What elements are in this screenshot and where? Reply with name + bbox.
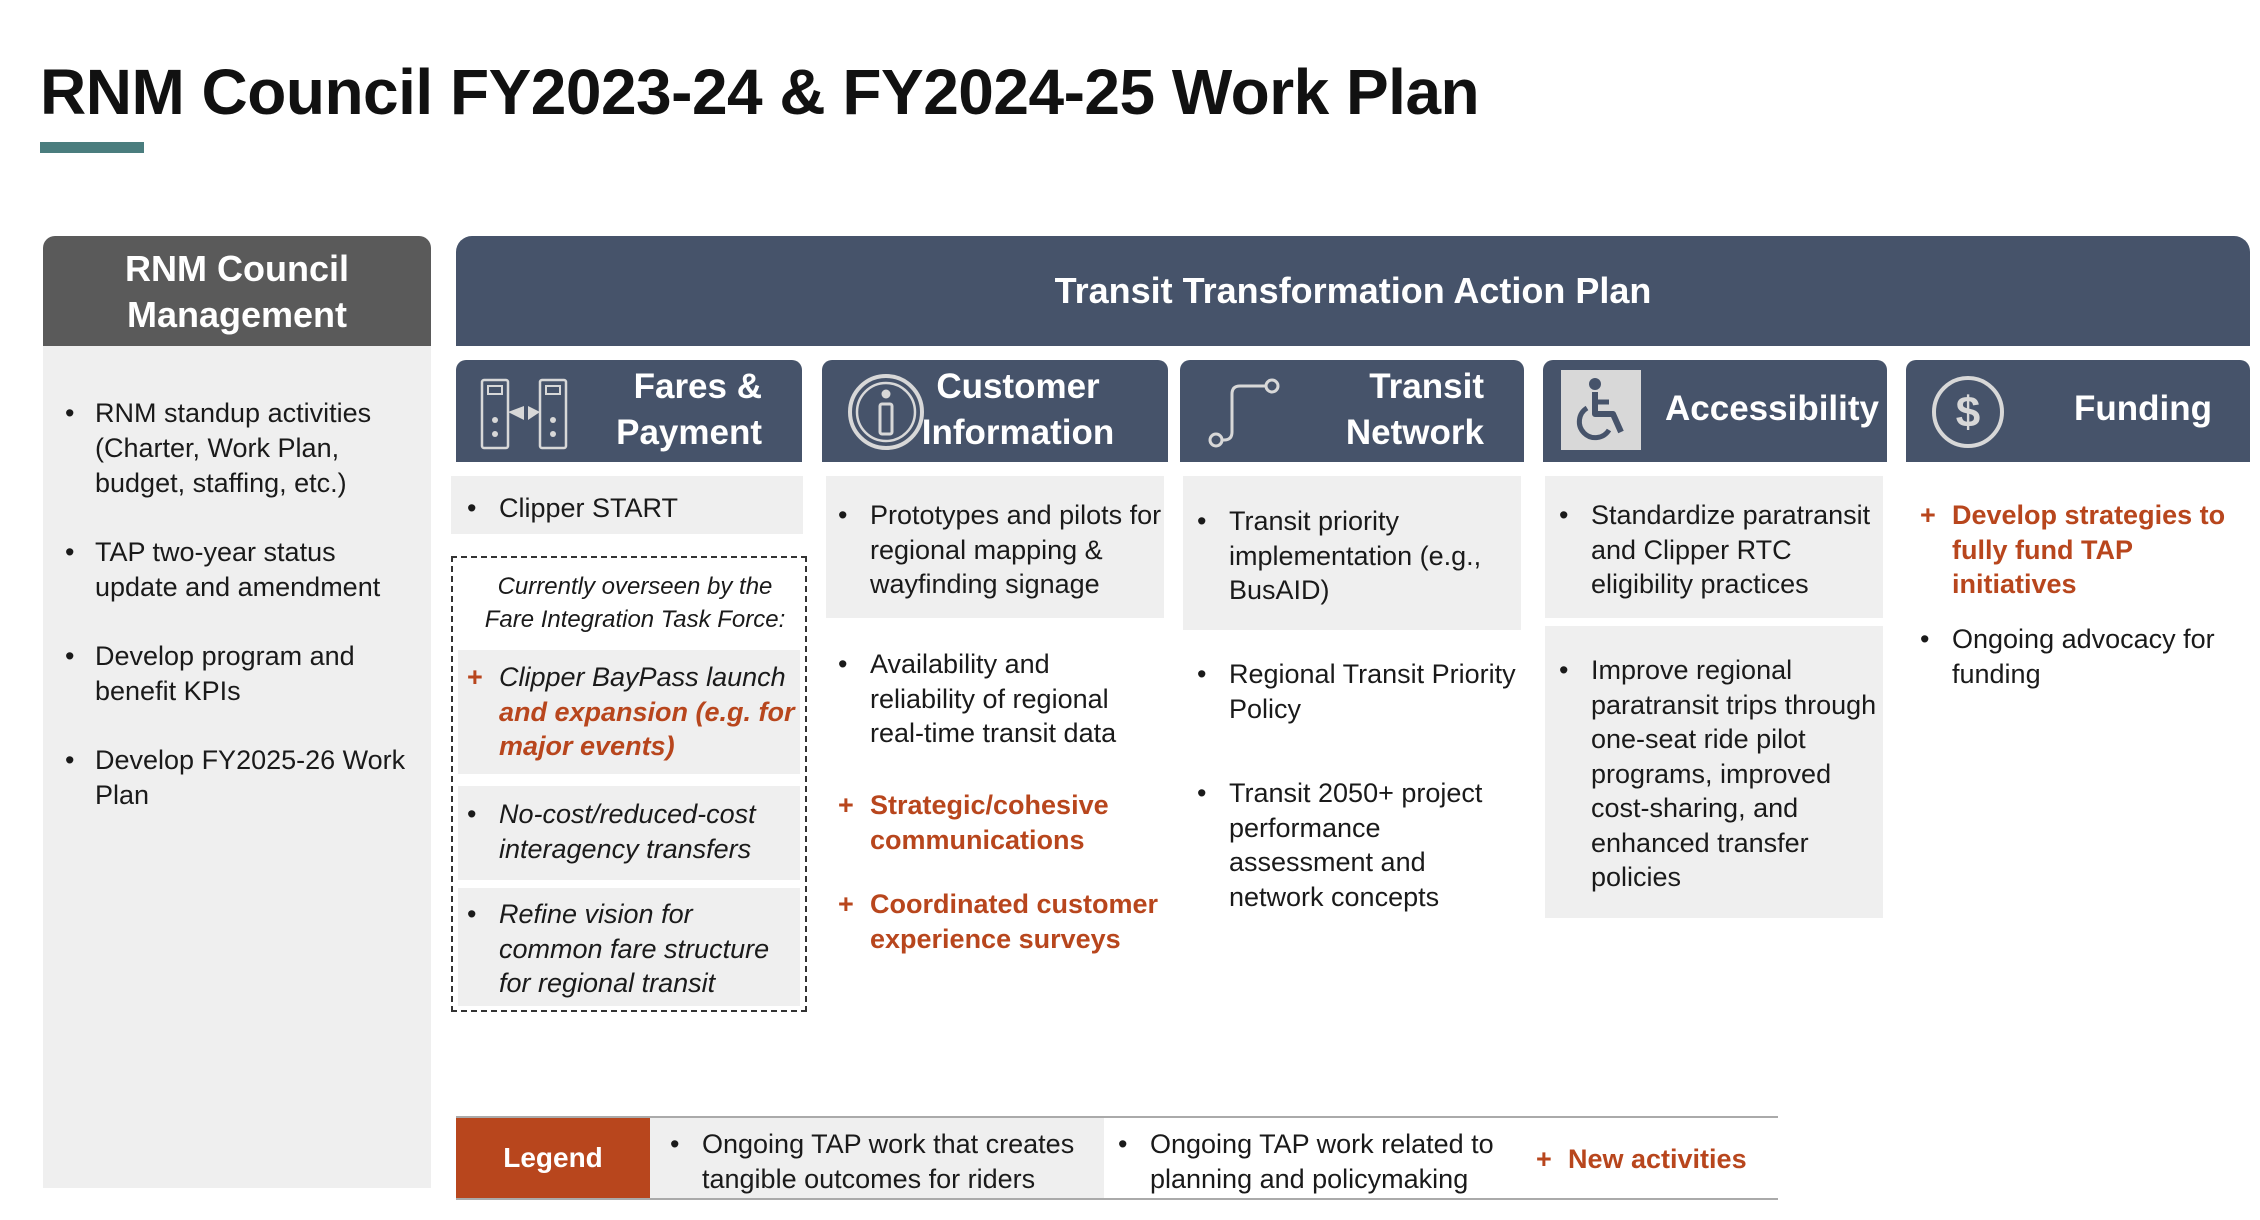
list-item: • Regional Transit Priority Policy [1197, 659, 1516, 724]
list-item: • RNM standup activities (Charter, Work Plan, budget, staffing, etc.) [95, 396, 417, 501]
fare-gates-icon [480, 378, 574, 455]
title-accent-bar [40, 142, 144, 153]
list-item: • TAP two-year status update and amendment [95, 535, 417, 605]
fares-header [456, 360, 802, 462]
list-item: • Prototypes and pilots for regional mapping & wayfinding signage [838, 500, 1162, 599]
list-item: • Transit 2050+ project performance assessment and network concepts [1197, 778, 1483, 912]
legend-title: Legend [456, 1118, 650, 1198]
legend-text: + New activities [1536, 1144, 1747, 1174]
dollar-icon [1930, 374, 2006, 455]
legend-item-new [1524, 1118, 1778, 1198]
transit-network-label: Transit Network [1345, 367, 1484, 452]
legend-item-outcomes [650, 1118, 1104, 1198]
accessibility-label: Accessibility [1665, 389, 1879, 428]
list-item: • Ongoing advocacy for funding [1920, 624, 2215, 689]
list-item: • Refine vision for common fare structure for regional transit [467, 899, 770, 998]
legend-text: • Ongoing TAP work related to planning and policymaking [1118, 1129, 1494, 1194]
taskforce-note: Currently overseen by the Fare Integration Task Force: [484, 573, 786, 633]
page-title: RNM Council FY2023-24 & FY2024-25 Work Plan [40, 56, 1480, 128]
transit-network-header [1180, 360, 1524, 462]
legend-bottom-rule [456, 1198, 1778, 1200]
list-item: • Transit priority implementation (e.g., BusAID) [1197, 506, 1482, 605]
list-item: • Availability and reliability of regional real-time transit data [838, 649, 1117, 748]
list-item: • Standardize paratransit and Clipper RTC eligibility practices [1559, 500, 1871, 599]
accessibility-header [1543, 360, 1887, 462]
list-item: • No-cost/reduced-cost interagency transfers [467, 799, 756, 864]
list-item: + Clipper BayPass launch and expansion (e.g. for major events) [467, 662, 795, 761]
tap-heading: Transit Transformation Action Plan [1054, 270, 1652, 311]
list-item: • Develop program and benefit KPIs [95, 639, 417, 709]
funding-header [1906, 360, 2250, 462]
route-icon [1206, 376, 1286, 455]
customer-info-label: Customer Information [921, 367, 1115, 452]
customer-info-header [822, 360, 1168, 462]
list-item: + Coordinated customer experience surveys [838, 889, 1159, 954]
list-item: • Develop FY2025-26 Work Plan [95, 743, 417, 813]
fares-label: Fares & Payment [616, 367, 762, 452]
legend-text: • Ongoing TAP work that creates tangible outcomes for riders [670, 1129, 1075, 1194]
funding-label: Funding [2073, 389, 2212, 428]
list-item: + Develop strategies to fully fund TAP initiatives [1920, 500, 2226, 599]
list-item: • Clipper START [467, 493, 679, 523]
tap-header [456, 236, 2250, 346]
list-item: • Improve regional paratransit trips through one-seat ride pilot programs, improved cost-sharing, and enhanced transfer policies [1559, 655, 1877, 892]
wheelchair-icon [1561, 370, 1641, 455]
management-header [43, 236, 431, 346]
management-list [43, 346, 431, 813]
legend-item-planning [1104, 1118, 1524, 1198]
management-heading: RNM Council Management [125, 248, 349, 335]
svg-text:$: $ [1955, 388, 1981, 437]
list-item: + Strategic/cohesive communications [838, 790, 1109, 855]
management-panel [43, 346, 431, 1188]
